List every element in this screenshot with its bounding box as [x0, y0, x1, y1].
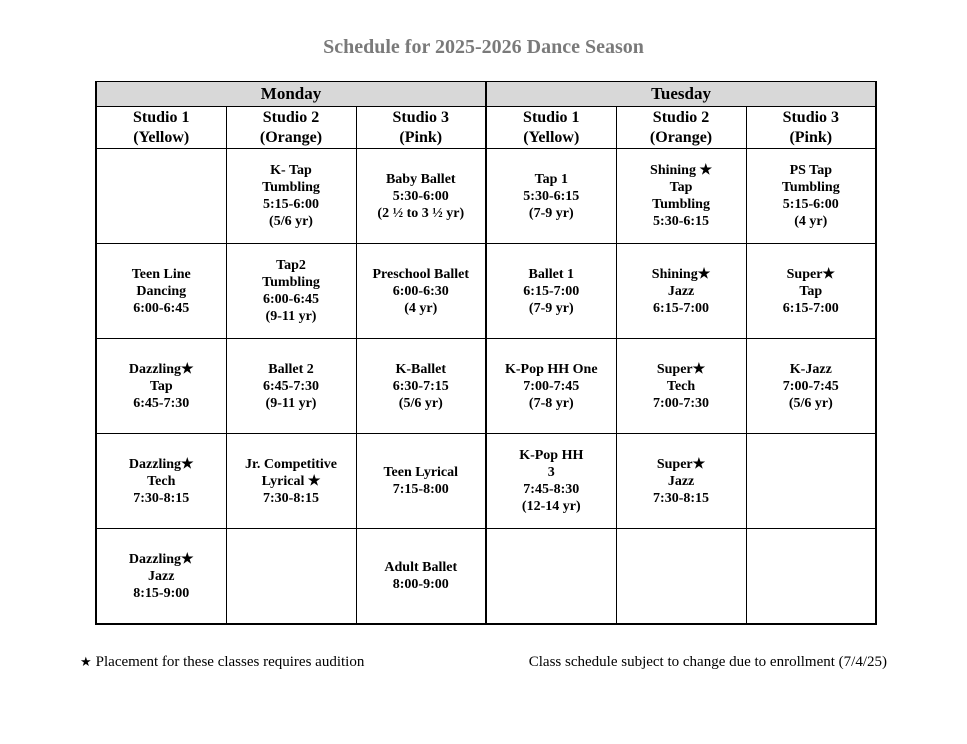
class-line: Teen Lyrical — [383, 465, 459, 480]
class-line: 7:30-8:15 — [653, 490, 710, 506]
class-cell — [226, 244, 356, 339]
class-line: K-Pop HH One — [505, 361, 598, 377]
class-line: 6:15-7:00 — [782, 300, 839, 316]
time-slot-row — [96, 244, 876, 339]
class-line: Adult Ballet — [384, 560, 458, 575]
class-line: 8:00-9:00 — [392, 577, 449, 592]
class-line: 5:30-6:15 — [523, 188, 580, 204]
class-line: 3 — [547, 465, 555, 480]
schedule-table — [95, 81, 877, 625]
day-header-row — [96, 82, 876, 107]
class-line: (7-9 yr) — [528, 300, 574, 316]
class-line: Tech — [147, 473, 176, 489]
day-header-tuesday: Tuesday — [486, 82, 876, 107]
class-line: Jr. Competitive — [244, 456, 338, 472]
class-line: Tumbling — [262, 275, 320, 290]
class-line: 6:30-7:15 — [392, 378, 449, 394]
class-cell — [746, 149, 876, 244]
class-line: Tap — [799, 283, 823, 299]
class-cell — [616, 434, 746, 529]
studio-header — [486, 107, 616, 149]
studio-color: (Yellow) — [133, 128, 190, 146]
star-icon: ★ — [80, 654, 92, 669]
class-line: 5:30-6:00 — [392, 188, 449, 204]
empty-cell — [746, 434, 876, 529]
studio-name: Studio 2 — [652, 108, 710, 126]
class-line: (7-8 yr) — [528, 395, 574, 411]
class-line: Ballet 1 — [528, 266, 575, 282]
class-line: 6:00-6:45 — [263, 292, 319, 307]
class-line: 7:00-7:45 — [523, 378, 580, 394]
class-line: 5:15-6:00 — [263, 197, 319, 212]
class-line: (9-11 yr) — [265, 395, 317, 411]
class-line: Super★ — [656, 456, 706, 472]
class-cell — [356, 149, 486, 244]
class-line: 7:00-7:45 — [782, 378, 839, 394]
class-cell — [356, 529, 486, 625]
class-cell — [96, 434, 226, 529]
class-line: 8:15-9:00 — [133, 585, 190, 601]
class-line: (4 yr) — [794, 214, 828, 229]
time-slot-row — [96, 339, 876, 434]
class-line: Teen Line — [131, 266, 191, 282]
class-cell — [616, 149, 746, 244]
class-cell — [616, 339, 746, 434]
class-line: Jazz — [667, 473, 695, 489]
class-line: K-Pop HH — [519, 448, 584, 463]
class-cell — [226, 339, 356, 434]
class-line: (2 ½ to 3 ½ yr) — [377, 205, 465, 221]
studio-header-row — [96, 107, 876, 149]
class-cell — [96, 244, 226, 339]
class-line: 6:45-7:30 — [133, 395, 190, 411]
class-line: 7:45-8:30 — [523, 482, 580, 497]
class-line: (5/6 yr) — [269, 214, 313, 229]
class-line: Ballet 2 — [268, 361, 314, 377]
studio-color: (Orange) — [649, 128, 713, 146]
class-line: 7:30-8:15 — [133, 490, 190, 506]
class-cell — [616, 244, 746, 339]
schedule-body — [96, 149, 876, 625]
class-cell — [226, 434, 356, 529]
class-cell — [356, 434, 486, 529]
class-cell — [96, 529, 226, 625]
time-slot-row — [96, 529, 876, 625]
studio-header — [746, 107, 876, 149]
audition-note — [80, 654, 364, 671]
studio-name: Studio 1 — [523, 108, 580, 126]
class-line: Lyrical ★ — [261, 473, 321, 489]
class-line: 7:00-7:30 — [653, 395, 710, 411]
class-line: Tumbling — [262, 180, 320, 195]
class-line: Shining ★ — [650, 163, 713, 178]
studio-color: (Pink) — [789, 128, 833, 146]
class-line: 7:30-8:15 — [263, 490, 319, 506]
class-line: 5:15-6:00 — [782, 197, 839, 212]
class-cell — [486, 149, 616, 244]
class-line: 6:15-7:00 — [523, 283, 580, 299]
empty-cell — [616, 529, 746, 625]
empty-cell — [486, 529, 616, 625]
studio-name: Studio 1 — [133, 108, 190, 126]
studio-header — [96, 107, 226, 149]
class-line: Super★ — [786, 266, 835, 282]
class-line: PS Tap — [789, 163, 833, 178]
class-line: Tumbling — [781, 180, 840, 195]
class-cell — [486, 244, 616, 339]
studio-name: Studio 2 — [262, 108, 320, 126]
class-line: Tumbling — [652, 197, 710, 212]
class-line: 6:00-6:30 — [392, 283, 449, 299]
studio-header — [226, 107, 356, 149]
class-line: (9-11 yr) — [265, 309, 317, 324]
studio-color: (Pink) — [399, 128, 443, 146]
class-line: (12-14 yr) — [521, 499, 581, 514]
studio-color: (Orange) — [259, 128, 323, 146]
class-line: Dazzling★ — [128, 551, 194, 567]
class-line: Jazz — [148, 568, 175, 584]
time-slot-row — [96, 149, 876, 244]
class-line: 6:00-6:45 — [133, 300, 190, 316]
day-header-monday: Monday — [96, 82, 486, 107]
class-line: (4 yr) — [404, 300, 438, 316]
class-line: Jazz — [667, 283, 695, 299]
class-line: (5/6 yr) — [788, 395, 833, 411]
audition-note-text: Placement for these classes requires audition — [95, 654, 365, 670]
class-cell — [486, 339, 616, 434]
class-line: (5/6 yr) — [398, 395, 443, 411]
class-cell — [486, 434, 616, 529]
class-line: Tap — [669, 180, 693, 195]
class-line: Tap 1 — [534, 171, 568, 187]
class-line: K-Jazz — [789, 361, 832, 377]
studio-name: Studio 3 — [392, 108, 449, 126]
class-line: Baby Ballet — [385, 171, 456, 187]
class-line: Dazzling★ — [128, 361, 194, 377]
class-line: Super★ — [656, 361, 706, 377]
class-line: Tech — [666, 378, 696, 394]
class-line: Tap — [149, 378, 173, 394]
page-title: Schedule for 2025-2026 Dance Season — [323, 36, 644, 58]
class-line: Tap2 — [276, 258, 306, 273]
studio-header — [616, 107, 746, 149]
empty-cell — [746, 529, 876, 625]
class-line: 7:15-8:00 — [392, 482, 449, 497]
class-line: Dazzling★ — [128, 456, 194, 472]
class-cell — [746, 244, 876, 339]
class-cell — [226, 149, 356, 244]
class-cell — [356, 339, 486, 434]
class-line: Dancing — [136, 283, 187, 299]
class-line: K- Tap — [270, 163, 312, 178]
studio-header — [356, 107, 486, 149]
class-line: 6:15-7:00 — [653, 300, 710, 316]
studio-name: Studio 3 — [782, 108, 840, 126]
class-line: 5:30-6:15 — [653, 214, 710, 229]
empty-cell — [226, 529, 356, 625]
class-cell — [746, 339, 876, 434]
class-line: Shining★ — [651, 266, 711, 282]
studio-color: (Yellow) — [523, 128, 580, 146]
class-line: 6:45-7:30 — [263, 378, 319, 394]
class-line: (7-9 yr) — [528, 205, 574, 221]
empty-cell — [96, 149, 226, 244]
class-line: K-Ballet — [395, 361, 447, 377]
class-cell — [96, 339, 226, 434]
schedule-change-note: Class schedule subject to change due to enrollment (7/4/25) — [528, 654, 887, 670]
time-slot-row — [96, 434, 876, 529]
class-cell — [356, 244, 486, 339]
class-line: Preschool Ballet — [372, 266, 470, 282]
